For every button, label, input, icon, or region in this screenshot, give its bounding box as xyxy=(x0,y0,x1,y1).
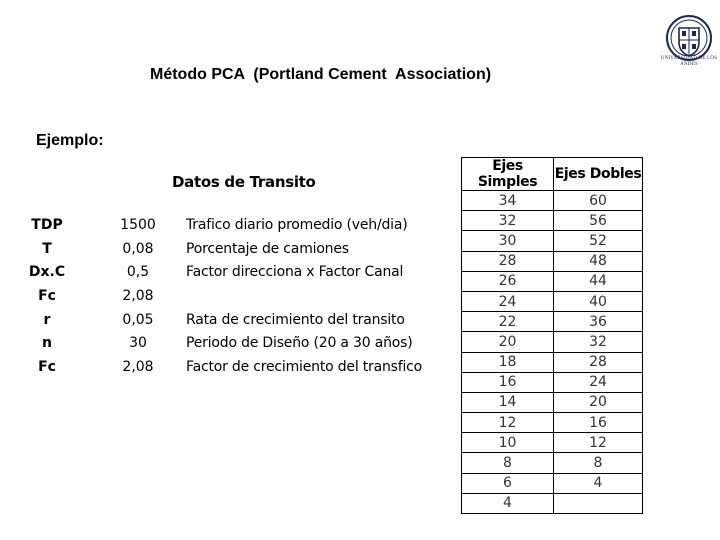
table-row xyxy=(462,231,643,251)
param-symbol: Fc xyxy=(38,359,56,376)
tandem-axle-cell: 60 xyxy=(554,191,643,211)
param-symbol: Dx.C xyxy=(28,264,66,281)
table-header-row xyxy=(462,158,643,191)
single-axle-cell: 22 xyxy=(462,312,554,332)
tandem-axle-cell: 12 xyxy=(554,433,643,453)
tandem-axle-cell: 44 xyxy=(554,271,643,291)
table-row xyxy=(462,191,643,211)
single-axle-cell: 18 xyxy=(462,352,554,372)
tandem-axle-cell: 40 xyxy=(554,291,643,311)
slide-title: Método PCA (Portland Cement Association) xyxy=(150,66,492,83)
single-axle-cell: 28 xyxy=(462,251,554,271)
single-axle-cell: 24 xyxy=(462,291,554,311)
axle-load-table xyxy=(461,157,643,514)
table-row xyxy=(462,352,643,372)
table-row xyxy=(462,413,643,433)
table-row xyxy=(462,251,643,271)
tandem-axle-cell: 52 xyxy=(554,231,643,251)
single-axle-cell: 26 xyxy=(462,271,554,291)
single-axle-cell: 16 xyxy=(462,372,554,392)
table-row xyxy=(462,473,643,493)
param-description: Rata de crecimiento del transito xyxy=(186,311,405,328)
tandem-axle-cell: 32 xyxy=(554,332,643,352)
tandem-axle-cell: 4 xyxy=(554,473,643,493)
transit-data-heading: Datos de Transito xyxy=(172,173,316,191)
tandem-axle-cell: 48 xyxy=(554,251,643,271)
single-axle-cell: 10 xyxy=(462,433,554,453)
tandem-axle-cell: 8 xyxy=(554,453,643,473)
header-tandem-axles: Ejes Dobles xyxy=(554,158,643,191)
table-row xyxy=(462,312,643,332)
tandem-axle-cell: 28 xyxy=(554,352,643,372)
example-label: Ejemplo: xyxy=(36,132,104,149)
param-value: 1500 xyxy=(120,217,156,233)
tandem-axle-cell: 36 xyxy=(554,312,643,332)
single-axle-cell: 4 xyxy=(462,493,554,513)
single-axle-cell: 8 xyxy=(462,453,554,473)
param-value: 2,08 xyxy=(122,359,154,376)
param-symbol: T xyxy=(42,240,52,257)
table-row xyxy=(462,211,643,231)
table-row xyxy=(462,453,643,473)
table-row xyxy=(462,291,643,311)
table-row xyxy=(462,372,643,392)
single-axle-cell: 30 xyxy=(462,231,554,251)
single-axle-cell: 12 xyxy=(462,413,554,433)
tandem-axle-cell xyxy=(554,493,643,513)
param-value: 0,05 xyxy=(122,311,154,328)
single-axle-cell: 6 xyxy=(462,473,554,493)
param-value: 0,08 xyxy=(122,240,154,257)
tandem-axle-cell: 20 xyxy=(554,392,643,412)
param-description: Porcentaje de camiones xyxy=(186,240,349,257)
param-symbol: TDP xyxy=(31,217,63,233)
param-value: 30 xyxy=(129,335,147,352)
tandem-axle-cell: 16 xyxy=(554,413,643,433)
single-axle-cell: 20 xyxy=(462,332,554,352)
param-description: Trafico diario promedio (veh/dia) xyxy=(186,217,408,233)
single-axle-cell: 34 xyxy=(462,191,554,211)
single-axle-cell: 14 xyxy=(462,392,554,412)
param-description: Factor direcciona x Factor Canal xyxy=(186,264,404,281)
single-axle-cell: 32 xyxy=(462,211,554,231)
param-symbol: n xyxy=(42,335,52,352)
param-symbol: Fc xyxy=(38,288,56,305)
table-row xyxy=(462,332,643,352)
param-description: Periodo de Diseño (20 a 30 años) xyxy=(186,335,413,352)
table-row xyxy=(462,493,643,513)
param-symbol: r xyxy=(43,311,51,328)
tandem-axle-cell: 56 xyxy=(554,211,643,231)
header-single-axles: Ejes Simples xyxy=(462,158,554,191)
logo-wordmark: UNIVERSIDAD DE LOS ANDES xyxy=(660,56,718,67)
table-row xyxy=(462,271,643,291)
table-row xyxy=(462,392,643,412)
tandem-axle-cell: 24 xyxy=(554,372,643,392)
table-row xyxy=(462,433,643,453)
param-value: 2,08 xyxy=(122,288,154,305)
param-value: 0,5 xyxy=(126,264,150,281)
param-description: Factor de crecimiento del transfico xyxy=(186,359,423,376)
